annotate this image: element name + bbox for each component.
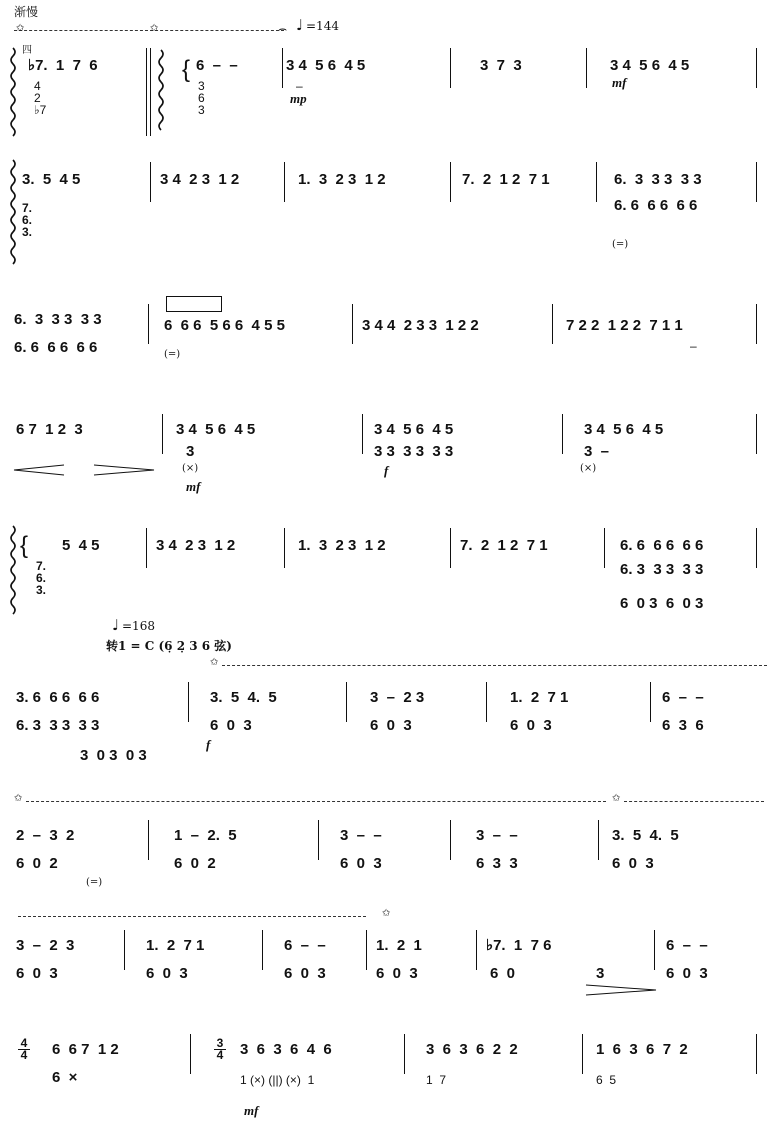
measure-melody: ♭7. 1 7 6 xyxy=(486,937,552,954)
measure-melody: 6 – – xyxy=(284,937,326,954)
tempo-mark-144: =144 xyxy=(306,19,339,33)
barline xyxy=(582,1034,583,1074)
barline xyxy=(318,820,319,860)
tempo-text: 渐慢 xyxy=(14,5,39,19)
measure-melody: 6. 6 6 6 6 6 xyxy=(620,537,704,554)
barline xyxy=(450,820,451,860)
string-mark: (=) xyxy=(86,877,103,888)
barline xyxy=(586,48,587,88)
tempo-mark-168: =168 xyxy=(122,619,155,633)
quarter-note-icon: ♩ xyxy=(296,16,304,34)
system-4 xyxy=(0,400,773,500)
measure-lower: 3 3 3 3 3 3 xyxy=(374,443,454,460)
string-mark: (=) xyxy=(164,349,181,360)
measure-melody: 1. 2 7 1 xyxy=(510,689,569,706)
string-mark: (×) xyxy=(580,463,597,474)
dynamic-mf: mf xyxy=(244,1103,259,1118)
measure-lower: 7. 6. 3. xyxy=(36,559,47,597)
measure-lower: 6 0 2 xyxy=(16,855,58,872)
measure-melody: 3. 6 6 6 6 6 xyxy=(16,689,100,706)
measure-melody: 1 6 3 6 7 2 xyxy=(596,1041,688,1058)
measure-lower: 6 0 3 6 0 3 xyxy=(620,595,704,612)
system-8 xyxy=(0,922,773,1012)
measure-lower: 6 0 3 xyxy=(370,717,412,734)
measure-lower: 6 0 3 xyxy=(16,965,58,982)
measure-lower: 6 0 2 xyxy=(174,855,216,872)
dynamic-mf: mf xyxy=(612,75,627,90)
measure-melody: 6 6 7 1 2 xyxy=(52,1041,119,1058)
measure-lower: 6. 3 3 3 3 3 xyxy=(16,717,100,734)
string-mark: (×) xyxy=(182,463,199,474)
measure-melody: ♭7. 1 7 6 xyxy=(28,57,98,74)
quarter-note-icon: ♩ xyxy=(112,616,120,634)
barline xyxy=(756,1034,757,1074)
measure-melody: 3 4 5 6 4 5 xyxy=(374,421,454,438)
fermata-icon: ⌢ xyxy=(278,21,288,37)
measure-lower: 6. 6 6 6 6 6 xyxy=(14,339,98,356)
barline xyxy=(654,930,655,970)
measure-lower: 3 – xyxy=(584,443,610,460)
measure-melody: 6 – – xyxy=(662,689,704,706)
barline xyxy=(262,930,263,970)
barline xyxy=(284,528,285,568)
measure-lower: 3 xyxy=(186,443,195,460)
measure-melody: 1. 3 2 3 1 2 xyxy=(298,171,386,188)
measure-lower: – xyxy=(690,339,697,353)
measure-lower: 3 xyxy=(596,965,605,982)
measure-lower: – xyxy=(296,79,303,93)
measure-melody: 6. 3 3 3 3 3 xyxy=(14,311,102,328)
time-signature-4-4: 4 4 xyxy=(18,1038,30,1062)
hairpin-icon xyxy=(586,984,656,996)
measure-lower: 6 0 3 xyxy=(666,965,708,982)
barline xyxy=(188,682,189,722)
measure-melody: 3. 5 4 5 xyxy=(22,171,81,188)
measure-lower: 6 3 3 xyxy=(476,855,518,872)
barline xyxy=(450,48,451,88)
tremolo-line xyxy=(624,801,764,802)
measure-melody: 3 4 5 6 4 5 xyxy=(176,421,256,438)
measure-lower: 7. 6. 3. xyxy=(22,201,33,239)
measure-melody: 2 – 3 2 xyxy=(16,827,75,844)
measure-melody: 3 7 3 xyxy=(480,57,522,74)
system-6 xyxy=(0,672,773,772)
barline xyxy=(150,162,151,202)
barline xyxy=(146,48,147,136)
measure-lower: 6 × xyxy=(52,1069,78,1086)
measure-lower: 1 7 xyxy=(426,1073,447,1087)
barline xyxy=(148,820,149,860)
system-3 xyxy=(0,290,773,380)
measure-lower: 6 0 3 xyxy=(612,855,654,872)
measure-lower: 6. 6 6 6 6 6 xyxy=(614,197,698,214)
measure-lower: 6 0 3 xyxy=(146,965,188,982)
measure-melody: 3. 5 4. 5 xyxy=(210,689,277,706)
dynamic-f: f xyxy=(206,737,211,752)
arpeggio-icon xyxy=(8,526,18,616)
barline xyxy=(552,304,553,344)
measure-melody: 6 7 1 2 3 xyxy=(16,421,83,438)
measure-lower: 4 2 ♭7 xyxy=(34,79,47,117)
measure-melody: 7 2 2 1 2 2 7 1 1 xyxy=(566,317,683,334)
barline xyxy=(124,930,125,970)
arpeggio-icon xyxy=(8,48,18,138)
system-1 xyxy=(0,40,773,140)
measure-melody: 3 4 5 6 4 5 xyxy=(584,421,664,438)
measure-melody: 3 – 2 3 xyxy=(370,689,425,706)
measure-lower: 1 (×) (||) (×) 1 xyxy=(240,1073,315,1087)
dynamic-mp: mp xyxy=(290,91,307,106)
tremolo-line xyxy=(222,665,767,666)
measure-melody: 1. 2 1 xyxy=(376,937,422,954)
system-5 xyxy=(0,516,773,626)
dynamic-mf: mf xyxy=(186,479,201,494)
measure-melody: 3 – – xyxy=(340,827,382,844)
measure-melody: 6 – – xyxy=(666,937,708,954)
barline xyxy=(284,162,285,202)
measure-lower: 6. 3 3 3 3 3 xyxy=(620,561,704,578)
measure-melody: 3 6 3 6 2 2 xyxy=(426,1041,518,1058)
measure-melody: 3 4 4 2 3 3 1 2 2 xyxy=(362,317,479,334)
string-mark: (=) xyxy=(612,239,629,250)
hairpin-icon xyxy=(14,464,154,476)
system-2 xyxy=(0,150,773,270)
barline xyxy=(756,48,757,88)
measure-melody: 1 – 2. 5 xyxy=(174,827,237,844)
barline xyxy=(650,682,651,722)
arpeggio-icon xyxy=(156,50,166,130)
measure-lower: 6 0 xyxy=(490,965,516,982)
measure-melody: 6. 3 3 3 3 3 xyxy=(614,171,702,188)
measure-lower: 6 0 3 xyxy=(210,717,252,734)
measure-melody: 6 6 6 5 6 6 4 5 5 xyxy=(164,317,285,334)
star-mark: ✩ xyxy=(14,793,23,804)
barline xyxy=(148,304,149,344)
tremolo-line xyxy=(26,801,606,802)
measure-melody: 3 4 5 6 4 5 xyxy=(610,57,690,74)
barline xyxy=(352,304,353,344)
measure-melody: 5 4 5 xyxy=(62,537,100,554)
key-change: 转1 = C (6̣ 2̣ 3 6 弦) xyxy=(106,639,232,653)
star-mark: ✩ xyxy=(16,23,25,34)
barline xyxy=(282,48,283,88)
fingering: 四 xyxy=(22,45,32,56)
barline xyxy=(190,1034,191,1074)
system-7 xyxy=(0,808,773,898)
measure-melody: 3 4 5 6 4 5 xyxy=(286,57,366,74)
barline xyxy=(362,414,363,454)
barline xyxy=(598,820,599,860)
measure-lower: 6 0 3 xyxy=(284,965,326,982)
barline xyxy=(366,930,367,970)
measure-melody: 7. 2 1 2 7 1 xyxy=(462,171,550,188)
barline xyxy=(146,528,147,568)
barline xyxy=(562,414,563,454)
measure-melody: 1. 3 2 3 1 2 xyxy=(298,537,386,554)
tremolo-line xyxy=(18,916,366,917)
time-signature-3-4: 3 4 xyxy=(214,1038,226,1062)
measure-melody: 7. 2 1 2 7 1 xyxy=(460,537,548,554)
barline xyxy=(756,528,757,568)
measure-lower: 6 0 3 xyxy=(376,965,418,982)
measure-lower: 6 0 3 xyxy=(340,855,382,872)
brace-icon: { xyxy=(182,56,191,83)
dynamic-f: f xyxy=(384,463,389,478)
arpeggio-icon xyxy=(8,160,18,268)
bowing-box xyxy=(166,296,222,312)
measure-melody: 3 4 2 3 1 2 xyxy=(156,537,236,554)
barline xyxy=(756,414,757,454)
measure-lower: 6 0 3 xyxy=(510,717,552,734)
measure-lower: 6 5 xyxy=(596,1073,617,1087)
barline xyxy=(476,930,477,970)
barline xyxy=(756,304,757,344)
measure-melody: 3 – 2 3 xyxy=(16,937,75,954)
barline xyxy=(486,682,487,722)
star-mark: ✩ xyxy=(150,23,159,34)
brace-icon: { xyxy=(20,532,29,559)
measure-lower: 3 0 3 0 3 xyxy=(80,747,147,764)
measure-melody: 3 6 3 6 4 6 xyxy=(240,1041,332,1058)
measure-melody: 6 – – xyxy=(196,57,238,74)
barline xyxy=(404,1034,405,1074)
measure-melody: 1. 2 7 1 xyxy=(146,937,205,954)
barline xyxy=(450,162,451,202)
measure-lower: 3 6 3 xyxy=(198,79,205,117)
rit-line xyxy=(14,30,284,31)
barline xyxy=(162,414,163,454)
measure-melody: 3. 5 4. 5 xyxy=(612,827,679,844)
barline xyxy=(604,528,605,568)
star-mark: ✩ xyxy=(210,657,219,668)
barline xyxy=(150,48,151,136)
barline xyxy=(346,682,347,722)
star-mark: ✩ xyxy=(382,908,391,919)
barline xyxy=(596,162,597,202)
measure-lower: 6 3 6 xyxy=(662,717,704,734)
measure-melody: 3 4 2 3 1 2 xyxy=(160,171,240,188)
measure-melody: 3 – – xyxy=(476,827,518,844)
system-9 xyxy=(0,1026,773,1126)
barline xyxy=(756,162,757,202)
star-mark: ✩ xyxy=(612,793,621,804)
barline xyxy=(450,528,451,568)
